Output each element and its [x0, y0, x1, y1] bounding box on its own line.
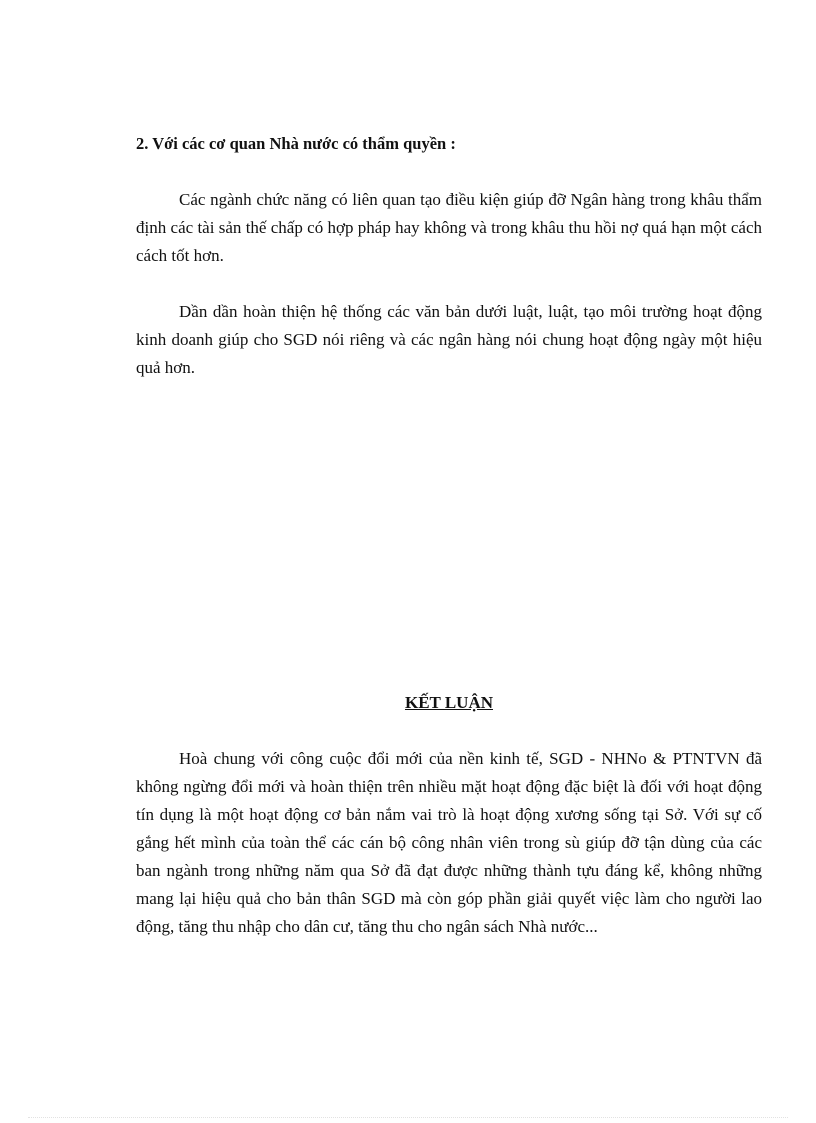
conclusion-title-text: KẾT LUẬN — [404, 693, 493, 712]
section-heading: 2. Với các cơ quan Nhà nước có thẩm quyền : — [136, 134, 456, 153]
conclusion-heading — [0, 692, 816, 714]
paragraph-authorities-support: Các ngành chức năng có liên quan tạo điều kiện giúp đỡ Ngân hàng trong khâu thẩm định các tài sản thế chấp có hợp pháp hay không và trong khâu thu hồi nợ quá hạn một cách cách tốt hơn. — [136, 190, 762, 265]
paragraph-legal-framework: Dần dần hoàn thiện hệ thống các văn bản dưới luật, luật, tạo môi trường hoạt động kinh doanh giúp cho SGD nói riêng và các ngân hàng nói chung hoạt động ngày một hiệu quả hơn. — [136, 302, 762, 377]
page-bottom-divider — [28, 1117, 788, 1118]
paragraph-conclusion: Hoà chung với công cuộc đổi mới của nền kinh tế, SGD - NHNo & PTNTVN đã không ngừng đổi mới và hoàn thiện trên nhiều mặt hoạt động đặc biệt là đối với hoạt động tín dụng là một hoạt động cơ bản nắm vai trò là hoạt động xương sống tại Sở. Với sự cố gắng hết mình của toàn thể các cán bộ công nhân viên trong sù giúp đỡ tận dùng của các ban ngành trong những năm qua Sở đã đạt được những thành tựu đáng kể, không những mang lại hiệu quả cho bản thân SGD mà còn góp phần giải quyết việc làm cho người lao động, tăng thu nhập cho dân cư, tăng thu cho ngân sách Nhà nước... — [136, 749, 762, 936]
